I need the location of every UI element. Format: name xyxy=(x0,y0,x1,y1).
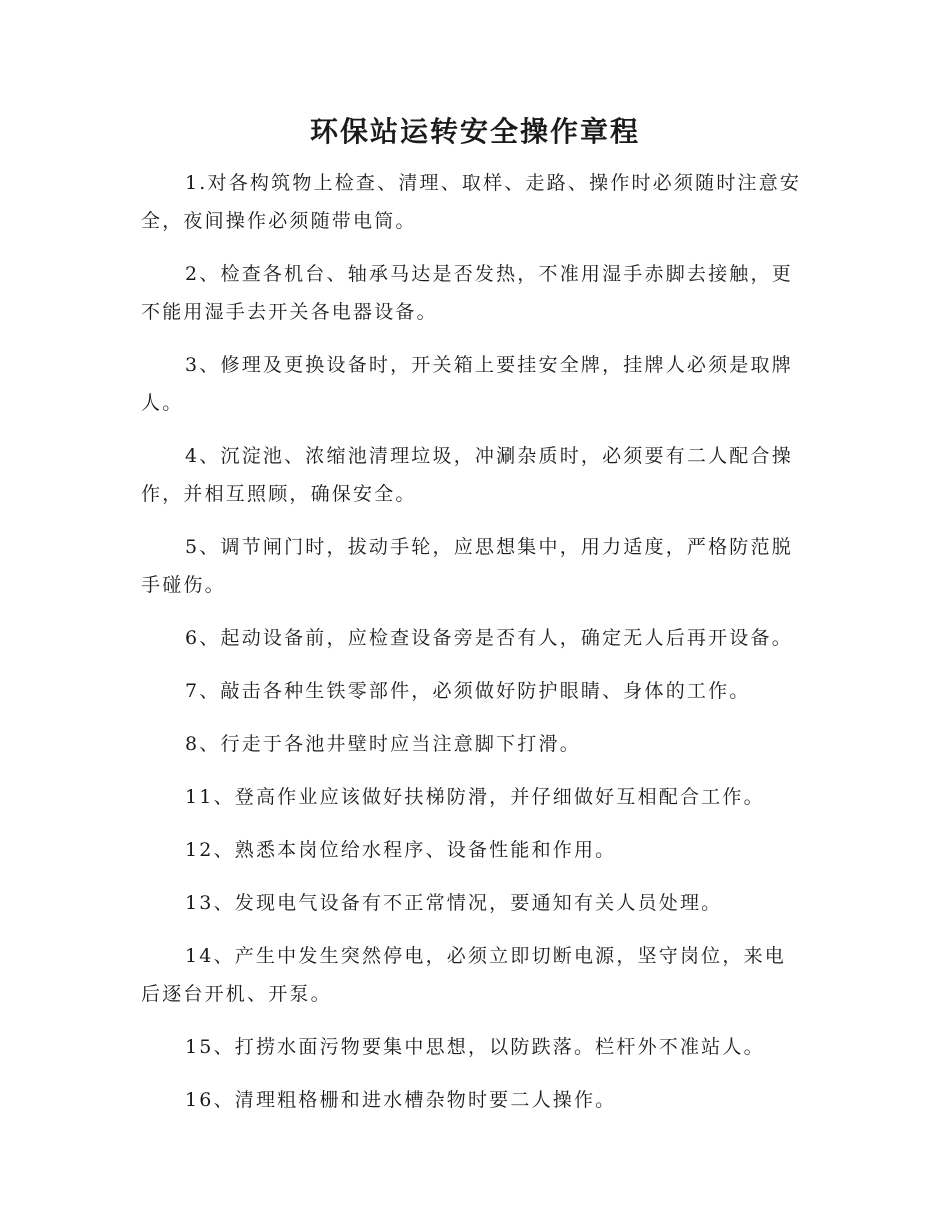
rule-item-14: 14、产生中发生突然停电，必须立即切断电源，坚守岗位，来电后逐台开机、开泵。 xyxy=(141,945,786,1005)
rule-item-2: 2、检查各机台、轴承马达是否发热，不准用湿手赤脚去接触，更不能用湿手去开关各电器设备。 xyxy=(141,263,793,323)
rule-item-7: 7、敲击各种生铁零部件，必须做好防护眼睛、身体的工作。 xyxy=(185,680,751,702)
rule-item-3: 3、修理及更换设备时，开关箱上要挂安全牌，挂牌人必须是取牌人。 xyxy=(141,354,793,414)
rule-item-12: 12、熟悉本岗位给水程序、设备性能和作用。 xyxy=(185,839,617,861)
rule-item-6: 6、起动设备前，应检查设备旁是否有人，确定无人后再开设备。 xyxy=(185,627,793,649)
rule-item-11: 11、登高作业应该做好扶梯防滑，并仔细做好互相配合工作。 xyxy=(185,786,765,808)
rule-item-4: 4、沉淀池、浓缩池清理垃圾，冲涮杂质时，必须要有二人配合操作，并相互照顾，确保安全。 xyxy=(141,445,793,505)
rule-item-16: 16、清理粗格栅和进水槽杂物时要二人操作。 xyxy=(185,1089,617,1111)
rule-item-15: 15、打捞水面污物要集中思想，以防跌落。栏杆外不准站人。 xyxy=(185,1036,765,1058)
rule-item-1: 1.对各构筑物上检查、清理、取样、走路、操作时必须随时注意安全，夜间操作必须随带电筒。 xyxy=(141,172,802,232)
rule-item-5: 5、调节闸门时，拔动手轮，应思想集中，用力适度，严格防范脱手碰伤。 xyxy=(141,536,793,596)
rules-list xyxy=(141,164,806,1134)
document-title: 环保站运转安全操作章程 xyxy=(309,115,640,148)
rule-item-13: 13、发现电气设备有不正常情况，要通知有关人员处理。 xyxy=(185,892,723,914)
rule-item-8: 8、行走于各池井壁时应当注意脚下打滑。 xyxy=(185,733,581,755)
